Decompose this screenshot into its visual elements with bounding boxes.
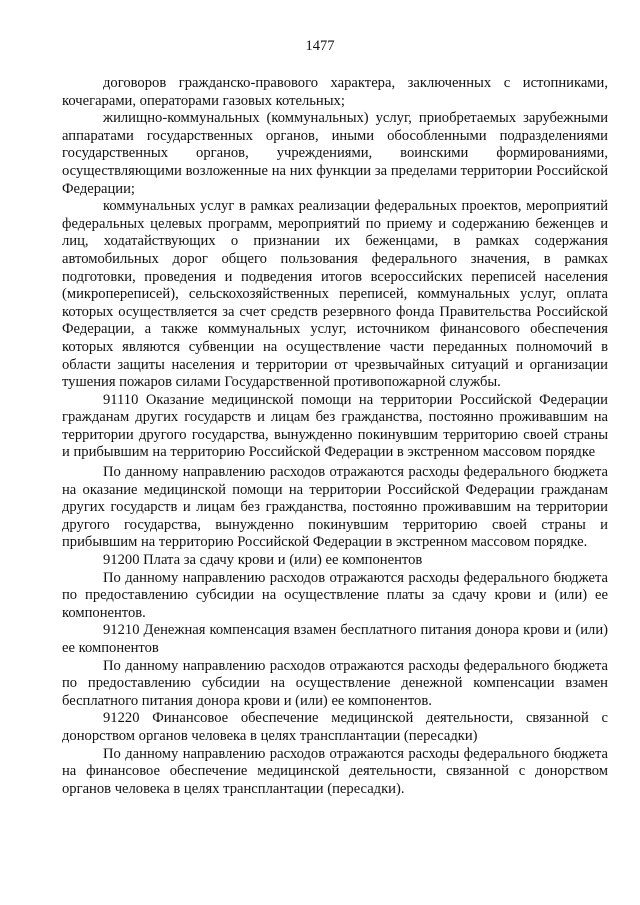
paragraph: По данному направлению расходов отражаются расходы федерального бюджета на оказание медицинской помощи на территории Российской Федерации гражданам других государств и лицам без гражданства, постоянно проживавшим на территории другого государства, вынужденно покинувшим территорию своей страны и прибывшим на территорию Российской Федерации в экстренном массовом порядке. <box>62 464 608 551</box>
page-number: 1477 <box>305 38 335 54</box>
paragraph: По данному направлению расходов отражаются расходы федерального бюджета по предоставлению субсидии на осуществление денежной компенсации взамен бесплатного питания донора крови и (или) ее компонентов. <box>62 657 608 709</box>
paragraph: По данному направлению расходов отражаются расходы федерального бюджета по предоставлению субсидии на осуществление платы за сдачу крови и (или) ее компонентов. <box>62 569 608 621</box>
paragraph: жилищно-коммунальных (коммунальных) услуг, приобретаемых зарубежными аппаратами государственных органов, иными обособленными подразделениями государственных органов, учреждениями, воинскими формированиями, осуществляющими возложенные на них функции за пределами территории Российской Федерации; <box>62 110 608 197</box>
section-heading: 91200 Плата за сдачу крови и (или) ее компонентов <box>103 552 423 569</box>
section-heading: 91220 Финансовое обеспечение медицинской деятельности, связанной с донорством органов человека в целях трансплантации (пересадки) <box>62 710 608 744</box>
document-body <box>62 75 608 798</box>
paragraph: 91110 Оказание медицинской помощи на территории Российской Федерации гражданам других государств и лицам без гражданства, постоянно проживавшим на территории другого государства, вынужденно покинувшим территорию своей страны и прибывшим на территорию Российской Федерации в экстренном массовом порядке <box>62 391 608 461</box>
paragraph: По данному направлению расходов отражаются расходы федерального бюджета на финансовое обеспечение медицинской деятельности, связанной с донорством органов человека в целях трансплантации (пересадки). <box>62 745 608 797</box>
section-heading: 91210 Денежная компенсация взамен бесплатного питания донора крови и (или) ее компонентов <box>62 622 608 656</box>
paragraph: договоров гражданско-правового характера, заключенных с истопниками, кочегарами, операторами газовых котельных; <box>62 75 608 109</box>
paragraph: коммунальных услуг в рамках реализации федеральных проектов, мероприятий федеральных целевых программ, мероприятий по приему и содержанию беженцев и лиц, ходатайствующих о признании их беженцами, в рамках содержания автомобильных дорог общего пользования федерального значения, в рамках подготовки, проведения и подведения итогов всероссийских переписей населения (микропереписей), сельскохозяйственных переписей, коммунальных услуг, оплата которых осуществляется за счет средств резервного фонда Правительства Российской Федерации, а также коммунальных услуг, источником финансового обеспечения которых являются субвенции на осуществление части переданных полномочий в области защиты населения и территории от чрезвычайных ситуаций и организации тушения пожаров силами Государственной противопожарной службы. <box>62 198 608 391</box>
